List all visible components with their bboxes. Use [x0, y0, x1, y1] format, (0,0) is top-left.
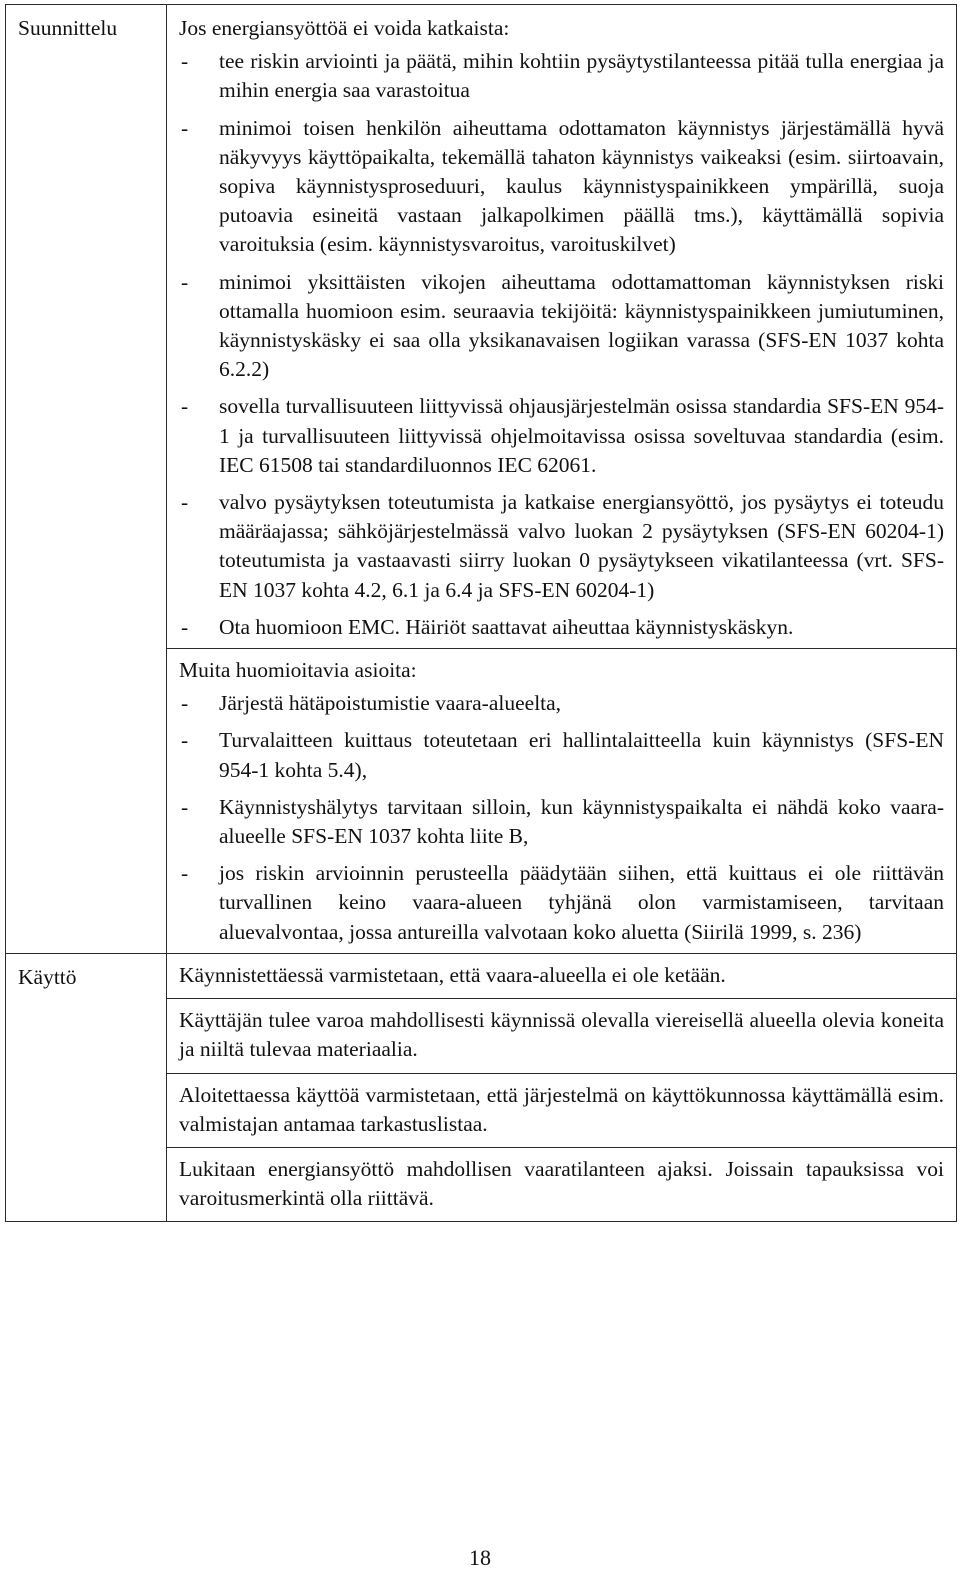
content-cell	[167, 5, 957, 649]
section-intro: Muita huomioitavia asioita:	[179, 658, 417, 683]
dash-list	[179, 47, 944, 642]
content-cell	[167, 999, 957, 1073]
requirements-table	[5, 4, 957, 1222]
table-row	[6, 5, 957, 649]
list-item: - jos riskin arvioinnin perusteella päädytään siihen, että kuittaus ei ole riittävän turvallinen keino vaara-alueen tyhjänä olon varmistamiseen, tarvitaan aluevalvontaa, jossa antureilla valvotaan koko aluetta (Siirilä 1999, s. 236)	[179, 859, 944, 947]
list-item: - Turvalaitteen kuittaus toteutetaan eri hallintalaitteella kuin käynnistys (SFS-EN 954-1 kohta 5.4),	[179, 726, 944, 784]
content-cell	[167, 649, 957, 954]
list-item: - minimoi yksittäisten vikojen aiheuttama odottamattoman käynnistyksen riski ottamalla huomioon esim. seuraavia tekijöitä: käynnistyspainikkeen jumiutuminen, käynnistyskäsky ei saa olla yksikanavaisen logiikan varassa (SFS-EN 1037 kohta 6.2.2)	[179, 268, 944, 385]
dash-list	[179, 689, 944, 947]
list-item: - Käynnistyshälytys tarvitaan silloin, kun käynnistyspaikalta ei nähdä koko vaara-alueelle SFS-EN 1037 kohta liite B,	[179, 793, 944, 851]
phase-label-suunnittelu: Suunnittelu	[6, 5, 167, 954]
phase-label-kaytto: Käyttö	[6, 953, 167, 1221]
paragraph: Lukitaan energiansyöttö mahdollisen vaaratilanteen ajaksi. Joissain tapauksissa voi varoitusmerkintä olla riittävä.	[179, 1156, 944, 1211]
paragraph: Käynnistettäessä varmistetaan, että vaara-alueella ei ole ketään.	[179, 962, 726, 987]
list-item: - valvo pysäytyksen toteutumista ja katkaise energiansyöttö, jos pysäytys ei toteudu määräajassa; sähköjärjestelmässä valvo luokan 2 pysäytyksen (SFS-EN 60204-1) toteutumista ja vastaavasti siirry luokan 0 pysäytykseen vikatilanteessa (vrt. SFS-EN 1037 kohta 4.2, 6.1 ja 6.4 ja SFS-EN 60204-1)	[179, 488, 944, 605]
content-cell	[167, 1147, 957, 1221]
list-item: - minimoi toisen henkilön aiheuttama odottamaton käynnistys järjestämällä hyvä näkyvyys käyttöpaikalta, tekemällä tahaton käynnistys vaikeaksi (esim. siirtoavain, sopiva käynnistysproseduuri, kaulus käynnistyspainikkeen ympärillä, suoja putoavia esineitä vastaan jalkapolkimen päällä tms.), käyttämällä sopivia varoituksia (esim. käynnistysvaroitus, varoituskilvet)	[179, 114, 944, 260]
table-row	[6, 953, 957, 998]
list-item: - sovella turvallisuuteen liittyvissä ohjausjärjestelmän osissa standardia SFS-EN 954-1 ja turvallisuuteen liittyvissä ohjelmoitavissa osissa soveltuvaa standardia (esim. IEC 61508 tai standardiluonnos IEC 62061.	[179, 392, 944, 480]
content-cell	[167, 1073, 957, 1147]
list-item: - tee riskin arviointi ja päätä, mihin kohtiin pysäytystilanteessa pitää tulla energiaa ja mihin energia saa varastoitua	[179, 47, 944, 105]
paragraph: Aloitettaessa käyttöä varmistetaan, että järjestelmä on käyttökunnossa käyttämällä esim. valmistajan antamaa tarkastuslistaa.	[179, 1082, 944, 1136]
list-item: - Järjestä hätäpoistumistie vaara-alueelta,	[179, 689, 944, 718]
page-number: 18	[469, 1545, 491, 1570]
list-item: - Ota huomioon EMC. Häiriöt saattavat aiheuttaa käynnistyskäskyn.	[179, 613, 944, 642]
section-intro: Jos energiansyöttöä ei voida katkaista:	[179, 16, 510, 40]
paragraph: Käyttäjän tulee varoa mahdollisesti käynnissä olevalla viereisellä alueella olevia koneita ja niiltä tulevaa materiaalia.	[179, 1008, 944, 1062]
content-cell	[167, 953, 957, 998]
